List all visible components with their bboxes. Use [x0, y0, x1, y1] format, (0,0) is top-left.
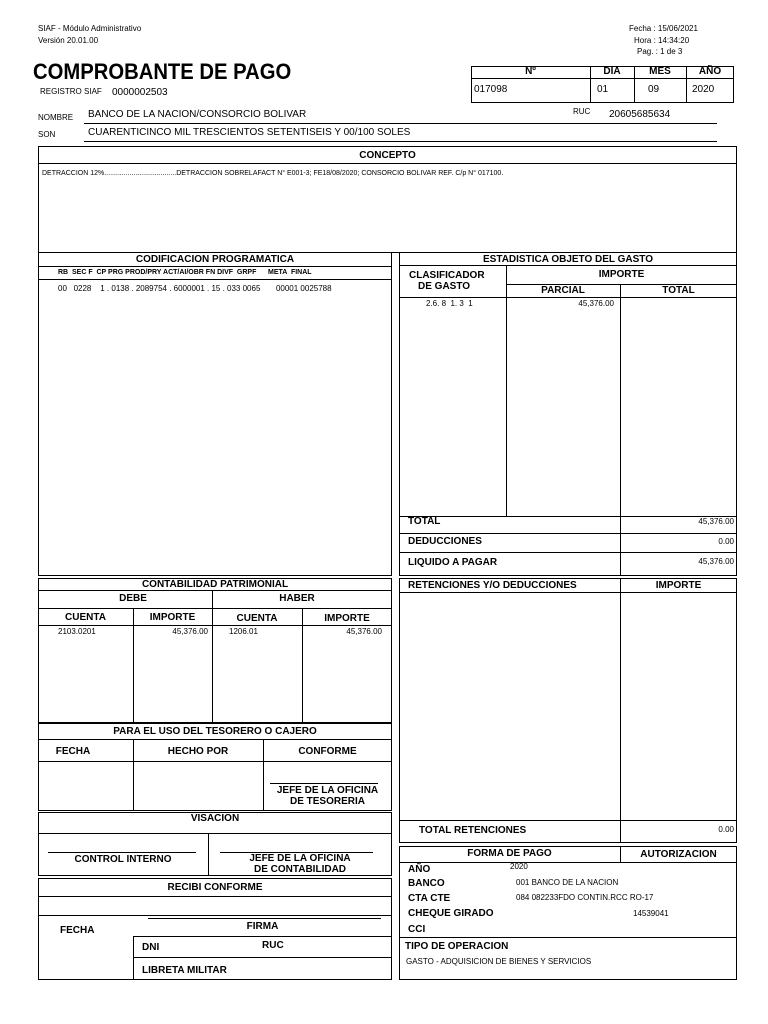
parcial-value: 45,376.00	[578, 299, 614, 308]
liquido-value: 45,376.00	[698, 557, 734, 566]
forma-pago-title: FORMA DE PAGO	[467, 848, 552, 859]
cci-label: CCI	[408, 924, 426, 935]
ruc-label: RUC	[573, 107, 591, 116]
mes-header: MES	[649, 66, 671, 77]
retenciones-importe-header: IMPORTE	[655, 580, 702, 591]
sum-total-label: TOTAL	[408, 516, 441, 527]
retenciones-box	[399, 578, 737, 843]
nombre-label: NOMBRE	[38, 113, 74, 122]
clasificador-label: CLASIFICADOR	[409, 270, 485, 281]
print-time: Hora : 14:34:20	[634, 36, 690, 45]
sum-total-value: 45,376.00	[698, 517, 734, 526]
debe-cuenta-value: 2103.0201	[58, 627, 96, 636]
registro-value: 0000002503	[112, 87, 168, 98]
haber-cuenta-value: 1206.01	[229, 627, 258, 636]
retenciones-title: RETENCIONES Y/O DEDUCCIONES	[408, 580, 577, 591]
codificacion-box	[38, 252, 392, 576]
debe-importe-header: IMPORTE	[149, 612, 196, 623]
visacion-title: VISACION	[190, 813, 240, 824]
tipo-operacion-value: GASTO - ADQUISICION DE BIENES Y SERVICIOS	[406, 957, 592, 966]
jefe-contabilidad-line1: JEFE DE LA OFICINA	[249, 853, 351, 864]
dni-label: DNI	[142, 942, 160, 953]
nombre-value: BANCO DE LA NACION/CONSORCIO BOLIVAR	[88, 109, 307, 120]
haber-importe-value: 45,376.00	[346, 627, 382, 636]
tesorero-hecho-label: HECHO POR	[167, 746, 229, 757]
codificacion-row: 00 0228 1 . 0138 . 2089754 . 6000001 . 15 . 033 0065 00001 0025788	[58, 284, 332, 293]
haber-importe-header: IMPORTE	[324, 613, 370, 624]
tesorero-title: PARA EL USO DEL TESORERO O CAJERO	[113, 726, 317, 737]
importe-header: IMPORTE	[598, 269, 645, 280]
total-retenciones-value: 0.00	[718, 825, 734, 834]
son-label: SON	[38, 130, 56, 139]
banco-value: 001 BANCO DE LA NACION	[516, 878, 619, 887]
anio-header: AÑO	[698, 66, 722, 77]
libreta-militar-label: LIBRETA MILITAR	[142, 965, 227, 976]
cta-cte-label: CTA CTE	[408, 893, 451, 904]
haber-header: HABER	[279, 593, 315, 604]
jefe-tesoreria-line1: JEFE DE LA OFICINA	[276, 785, 379, 796]
anio-value: 2020	[692, 84, 715, 95]
debe-cuenta-header: CUENTA	[65, 612, 106, 623]
debe-header: DEBE	[119, 593, 147, 604]
haber-cuenta-header: CUENTA	[236, 613, 278, 624]
parcial-header: PARCIAL	[541, 285, 585, 296]
page-title: COMPROBANTE DE PAGO	[33, 59, 292, 84]
control-interno-label: CONTROL INTERNO	[74, 854, 172, 865]
dia-value: 01	[597, 84, 609, 95]
jefe-tesoreria-line2: DE TESORERIA	[289, 796, 365, 807]
dia-header: DIA	[603, 66, 621, 77]
system-name: SIAF - Módulo Administrativo	[38, 24, 142, 33]
cheque-label: CHEQUE GIRADO	[408, 908, 494, 919]
recibi-ruc-label: RUC	[262, 940, 284, 951]
deducciones-value: 0.00	[718, 537, 734, 546]
son-value: CUARENTICINCO MIL TRESCIENTOS SETENTISEIS Y 00/100 SOLES	[88, 127, 411, 138]
cheque-value: 14539041	[633, 909, 669, 918]
banco-label: BANCO	[408, 878, 445, 889]
estadistica-title: ESTADISTICA OBJETO DEL GASTO	[482, 254, 654, 265]
codificacion-columns: RB SEC F CP PRG PROD/PRY ACT/AI/OBR FN DIVF GRPF META FINAL	[58, 269, 312, 276]
total-header: TOTAL	[662, 285, 695, 296]
ruc-value: 20605685634	[609, 109, 671, 120]
recibi-title: RECIBI CONFORME	[167, 882, 263, 893]
jefe-contabilidad-line2: DE CONTABILIDAD	[253, 864, 347, 875]
print-date: Fecha : 15/06/2021	[629, 24, 698, 33]
clasificador-value: 2.6. 8 1. 3 1	[426, 299, 473, 308]
mes-value: 09	[648, 84, 660, 95]
registro-label: REGISTRO SIAF	[40, 87, 102, 96]
tesorero-fecha-label: FECHA	[55, 746, 91, 757]
autorizacion-label: AUTORIZACION	[640, 849, 717, 860]
nro-value: 017098	[474, 84, 508, 95]
recibi-fecha-label: FECHA	[60, 925, 95, 936]
codificacion-title: CODIFICACION PROGRAMATICA	[135, 254, 295, 265]
system-version: Versión 20.01.00	[38, 36, 99, 45]
clasificador-label-2: DE GASTO	[418, 281, 471, 292]
contabilidad-title: CONTABILIDAD PATRIMONIAL	[141, 579, 289, 590]
liquido-label: LIQUIDO A PAGAR	[408, 557, 498, 568]
total-retenciones-label: TOTAL RETENCIONES	[419, 825, 527, 836]
page-number: Pag. : 1 de 3	[637, 47, 683, 56]
concepto-text: DETRACCION 12%.....................................DETRACCION SOBRELAFACT N° E001-3; FE18/08/2020; CONSORCIO BOLIVAR REF. C/p N° 017100.	[42, 170, 504, 177]
tipo-operacion-label: TIPO DE OPERACION	[405, 941, 509, 952]
concepto-title: CONCEPTO	[359, 150, 416, 161]
tesorero-conforme-label: CONFORME	[298, 746, 357, 757]
nro-header: Nº	[525, 66, 536, 77]
debe-importe-value: 45,376.00	[172, 627, 208, 636]
fp-anio-value: 2020	[510, 862, 528, 871]
fp-anio-label: AÑO	[408, 864, 431, 875]
deducciones-label: DEDUCCIONES	[408, 536, 482, 547]
firma-label: FIRMA	[246, 921, 279, 932]
cta-cte-value: 084 082233FDO CONTIN.RCC RO-17	[516, 893, 654, 902]
